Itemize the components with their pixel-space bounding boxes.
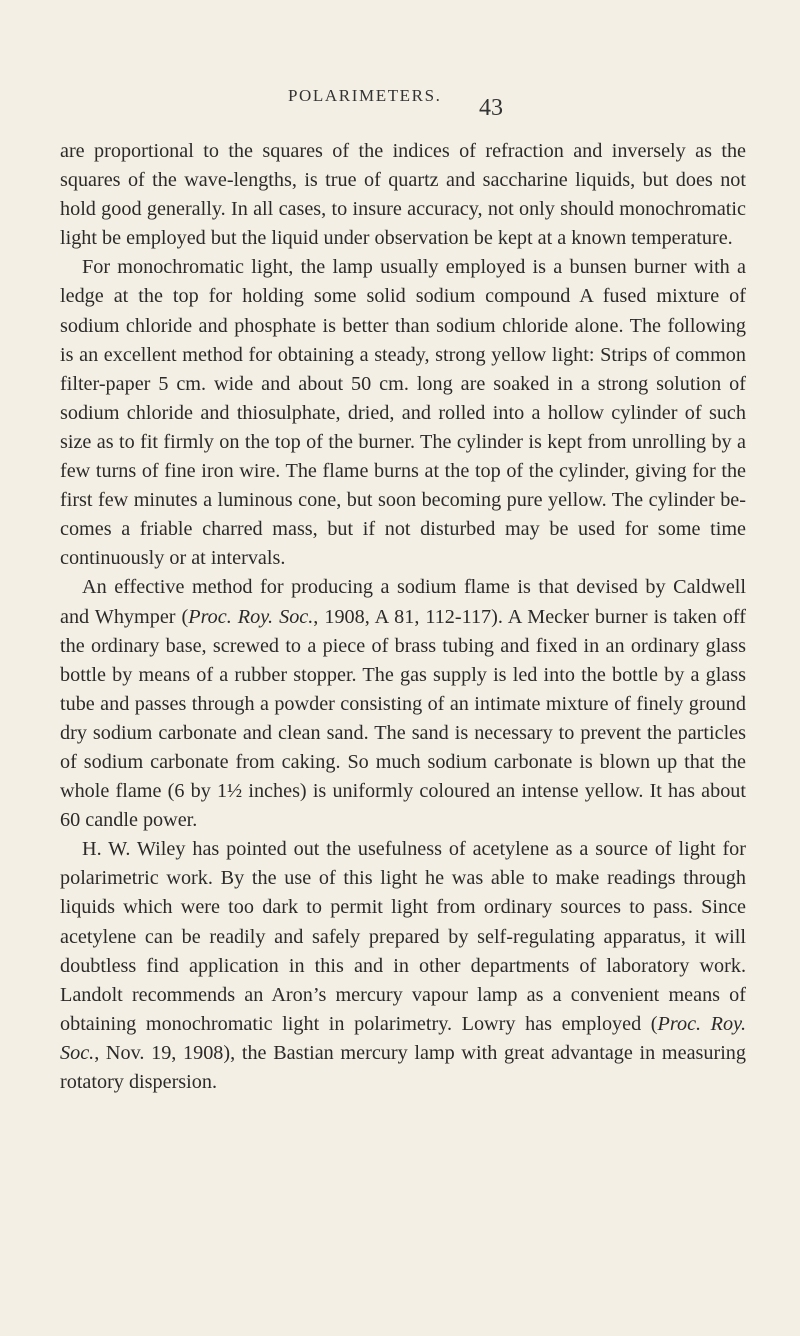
page-number: 43 <box>479 95 503 121</box>
body-text <box>60 137 746 1097</box>
paragraph-4 <box>60 835 746 1097</box>
running-title: POLARIMETERS. <box>288 86 442 105</box>
paragraph-1-text: are proportional to the squares of the indices of refraction and inversely as the squares of the wave-lengths, is true of quartz and saccharine liquids, but does not hold good generally. In all cases, to insure accuracy, not only should monochromatic light be employed but the liquid under observation be kept at a known temperature. <box>60 140 746 250</box>
paragraph-2-text: For monochromatic light, the lamp usually employed is a bunsen burner with a ledge at the top for holding some solid sodium compound A fused mixture of sodium chloride and phosphate is better than sodium chloride alone. The following is an excellent method for obtaining a steady, strong yellow light: Strips of common filter-paper 5 cm. wide and about 50 cm. long are soaked in a strong solution of sodium chloride and thiosulphate, dried, and rolled into a hollow cylinder of such size as to fit firmly on the top of the burner. The cylinder is kept from unrolling by a few turns of fine iron wire. The flame burns at the top of the cylinder, giving for the first few minutes a luminous cone, but soon becoming pure yellow. The cylinder becomes a friable charred mass, but if not disturbed may be used for some time continuously or at intervals. <box>60 256 746 570</box>
citation-journal: Proc. Roy. Soc. <box>188 605 314 628</box>
paragraph-4-text-a: H. W. Wiley has pointed out the usefulness of acetylene as a source of light for polarimetric work. By the use of this light he was able to make readings through liquids which were too dark to permit light from ordinary sources to pass. Since acetylene can be readily and safely prepared by self-regulating apparatus, it will doubtless find application in this and in other departments of laboratory work. Landolt recommends an Aron’s mercury vapour lamp as a convenient means of obtaining monochromatic light in polarimetry. Lowry has employed ( <box>60 838 746 1035</box>
paragraph-3-text-a: An effective method for producing a sodium flame is that devised by Caldwell and Whymper ( <box>60 576 746 628</box>
citation-journal: Proc. Roy. Soc. <box>60 1012 746 1064</box>
paragraph-3 <box>60 573 746 835</box>
paragraph-1 <box>60 137 746 253</box>
paragraph-4-text-b: , Nov. 19, 1908), the Bastian mercury lamp with great advantage in measuring rotatory dispersion. <box>60 1041 746 1093</box>
paragraph-3-text-b: , 1908, A 81, 112-117). A Mecker burner is taken off the ordinary base, screwed to a piece of brass tubing and fixed in an ordinary glass bottle by means of a rubber stopper. The gas supply is led into the bottle by a glass tube and passes through a powder consisting of an intimate mixture of finely ground dry sodium carbonate and clean sand. The sand is necessary to prevent the particles of sodium carbonate from caking. So much sodium carbonate is blown up that the whole flame (6 by 1½ inches) is uniformly coloured an intense yellow. It has about 60 candle power. <box>60 605 746 832</box>
paragraph-2 <box>60 253 746 573</box>
